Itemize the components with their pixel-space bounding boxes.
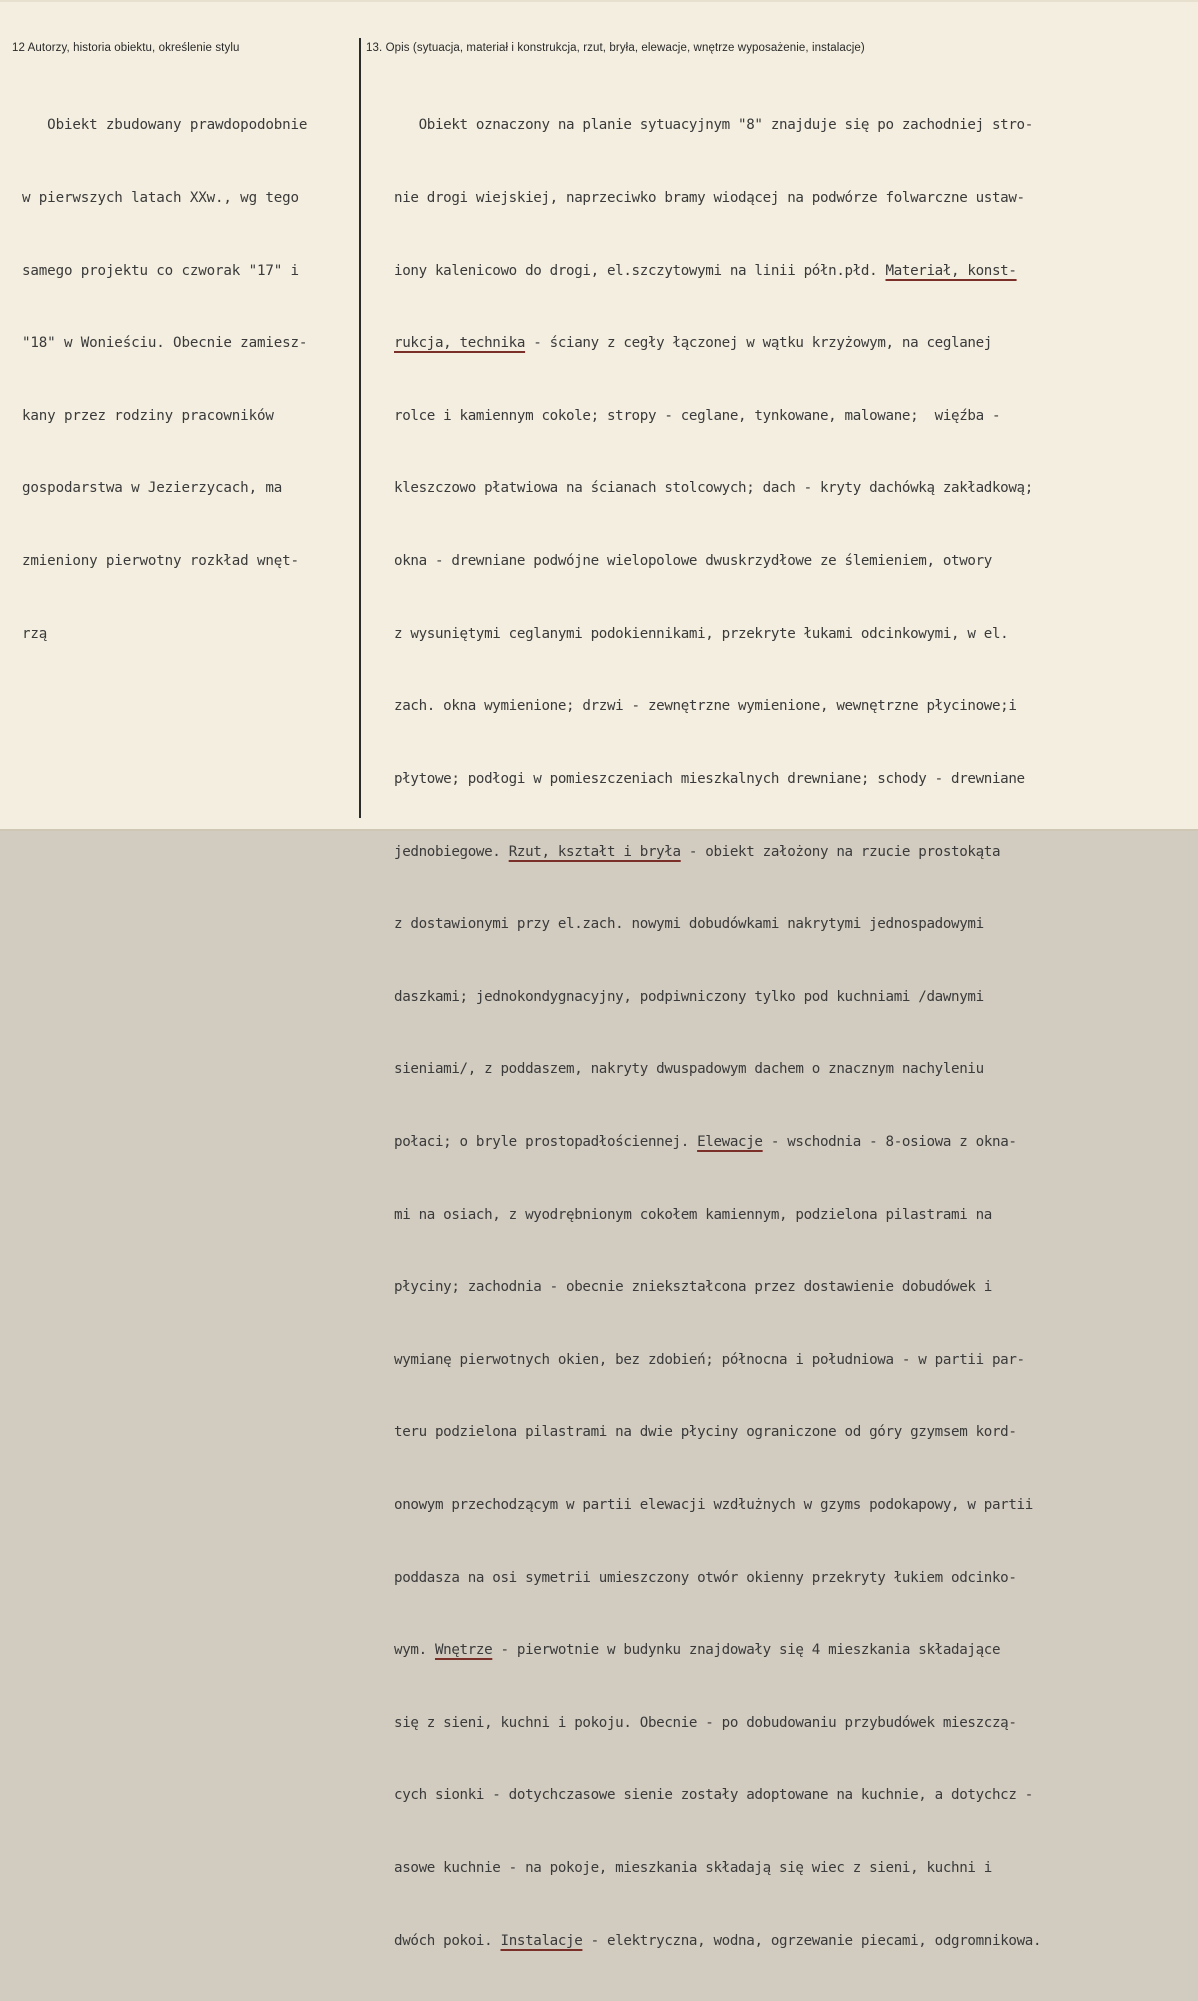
section-heading-elevations: Elewacje: [697, 1133, 763, 1150]
description-line-text: płytowe; podłogi w pomieszczeniach mieszkalnych drewniane; schody - drewniane: [394, 770, 1025, 787]
description-line-text: okna - drewniane podwójne wielopolowe dwuskrzydłowe ze ślemieniem, otwory: [394, 553, 992, 570]
description-line-text: rolce i kamiennym cokole; stropy - ceglane, tynkowane, malowane; więźba -: [394, 407, 1001, 424]
history-line: rzą: [22, 625, 48, 642]
description-line: [394, 912, 1041, 936]
description-line: [394, 1057, 1041, 1081]
description-line-text: cych sionki - dotychczasowe sienie zostały adoptowane na kuchnie, a dotychcz -: [394, 1787, 1033, 1804]
description-text: [394, 65, 1041, 2001]
description-line-text: - wschodnia - 8-osiowa z okna-: [762, 1133, 1017, 1150]
description-line-text: połaci; o bryle prostopadłościennej.: [394, 1133, 698, 1150]
description-line-text: asowe kuchnie - na pokoje, mieszkania składają się wiec z sieni, kuchni i: [394, 1860, 992, 1877]
right-column-header: 13. Opis (sytuacja, materiał i konstrukcja, rzut, bryła, elewacje, wnętrze wyposażenie, instalacje): [366, 42, 865, 54]
description-line: [394, 1856, 1041, 1880]
description-line-text: iony kalenicowo do drogi, el.szczytowymi na linii półn.płd.: [394, 262, 886, 279]
section-heading-installations: Instalacje: [500, 1932, 583, 1949]
description-line: [394, 1348, 1041, 1372]
description-line: [394, 985, 1041, 1009]
history-line: zmieniony pierwotny rozkład wnęt-: [22, 553, 299, 570]
description-line-text: daszkami; jednokondygnacyjny, podpiwniczony tylko pod kuchniami /dawnymi: [394, 988, 984, 1005]
description-line: [394, 840, 1041, 864]
description-line-text: z wysuniętymi ceglanymi podokiennikami, przekryte łukami odcinkowymi, w el.: [394, 625, 1009, 642]
description-line: [394, 1130, 1041, 1154]
description-line-text: zach. okna wymienione; drzwi - zewnętrzne wymienione, wewnętrzne płycinowe;i: [394, 698, 1017, 715]
history-line: kany przez rodziny pracowników: [22, 407, 274, 424]
description-line-text: Obiekt oznaczony na planie sytuacyjnym "8" znajduje się po zachodniej stro-: [394, 117, 1033, 134]
description-line: [394, 1493, 1041, 1517]
left-column-header: 12 Autorzy, historia obiektu, określenie stylu: [12, 42, 240, 54]
description-line: [394, 1783, 1041, 1807]
history-line: Obiekt zbudowany prawdopodobnie: [22, 117, 308, 134]
description-line: [394, 186, 1041, 210]
description-line-text: kleszczowo płatwiowa na ścianach stolcowych; dach - kryty dachówką zakładkową;: [394, 480, 1033, 497]
description-line: [394, 1929, 1041, 1953]
description-line-text: teru podzielona pilastrami na dwie płyciny ograniczone od góry gzymsem kord-: [394, 1424, 1017, 1441]
description-line-text: nie drogi wiejskiej, naprzeciwko bramy wiodącej na podwórze folwarczne ustaw-: [394, 190, 1025, 207]
section-heading-material: Materiał, konst-: [885, 262, 1017, 279]
description-line-text: wymianę pierwotnych okien, bez zdobień; północna i południowa - w partii par-: [394, 1351, 1025, 1368]
section-heading-material-cont: rukcja, technika: [394, 335, 526, 352]
history-line: gospodarstwa w Jezierzycach, ma: [22, 480, 283, 497]
section-heading-interior: Wnętrze: [434, 1642, 493, 1659]
description-line-text: - pierwotnie w budynku znajdowały się 4 mieszkania składające: [492, 1642, 1001, 1659]
description-line-text: poddasza na osi symetrii umieszczony otwór okienny przekryty łukiem odcinko-: [394, 1569, 1017, 1586]
description-line-text: - ściany z cegły łączonej w wątku krzyżowym, na ceglanej: [525, 335, 992, 352]
description-line-text: mi na osiach, z wyodrębnionym cokołem kamiennym, podzielona pilastrami na: [394, 1206, 992, 1223]
description-line: [394, 331, 1041, 355]
description-line: [394, 622, 1041, 646]
description-line: [394, 1203, 1041, 1227]
history-line: w pierwszych latach XXw., wg tego: [22, 190, 299, 207]
column-divider: [359, 38, 361, 818]
description-line: [394, 1566, 1041, 1590]
description-line: [394, 259, 1041, 283]
description-line: [394, 1711, 1041, 1735]
section-heading-plan: Rzut, kształt i bryła: [508, 843, 681, 860]
description-line: [394, 549, 1041, 573]
description-line: [394, 404, 1041, 428]
description-line-text: z dostawionymi przy el.zach. nowymi dobudówkami nakrytymi jednospadowymi: [394, 916, 984, 933]
description-line: [394, 1638, 1041, 1662]
description-line: [394, 113, 1041, 137]
description-line: [394, 694, 1041, 718]
description-line-text: jednobiegowe.: [394, 843, 509, 860]
description-line-text: sieniami/, z poddaszem, nakryty dwuspadowym dachem o znacznym nachyleniu: [394, 1061, 984, 1078]
description-line-text: się z sieni, kuchni i pokoju. Obecnie - po dobudowaniu przybudówek mieszczą-: [394, 1714, 1017, 1731]
description-line: [394, 767, 1041, 791]
description-line: [394, 1420, 1041, 1444]
description-line-text: - elektryczna, wodna, ogrzewanie piecami, odgromnikowa.: [582, 1932, 1042, 1949]
description-line: [394, 1275, 1041, 1299]
description-line: [394, 476, 1041, 500]
description-line-text: dwóch pokoi.: [394, 1932, 501, 1949]
history-line: samego projektu co czworak "17" i: [22, 262, 299, 279]
history-text: [22, 65, 307, 694]
history-line: "18" w Wonieściu. Obecnie zamiesz-: [22, 335, 308, 352]
description-line-text: onowym przechodzącym w partii elewacji wzdłużnych w gzyms podokapowy, w partii: [394, 1496, 1033, 1513]
description-line-text: - obiekt założony na rzucie prostokąta: [680, 843, 1001, 860]
description-line-text: płyciny; zachodnia - obecnie zniekształcona przez dostawienie dobudówek i: [394, 1279, 992, 1296]
description-line-text: wym.: [394, 1642, 435, 1659]
